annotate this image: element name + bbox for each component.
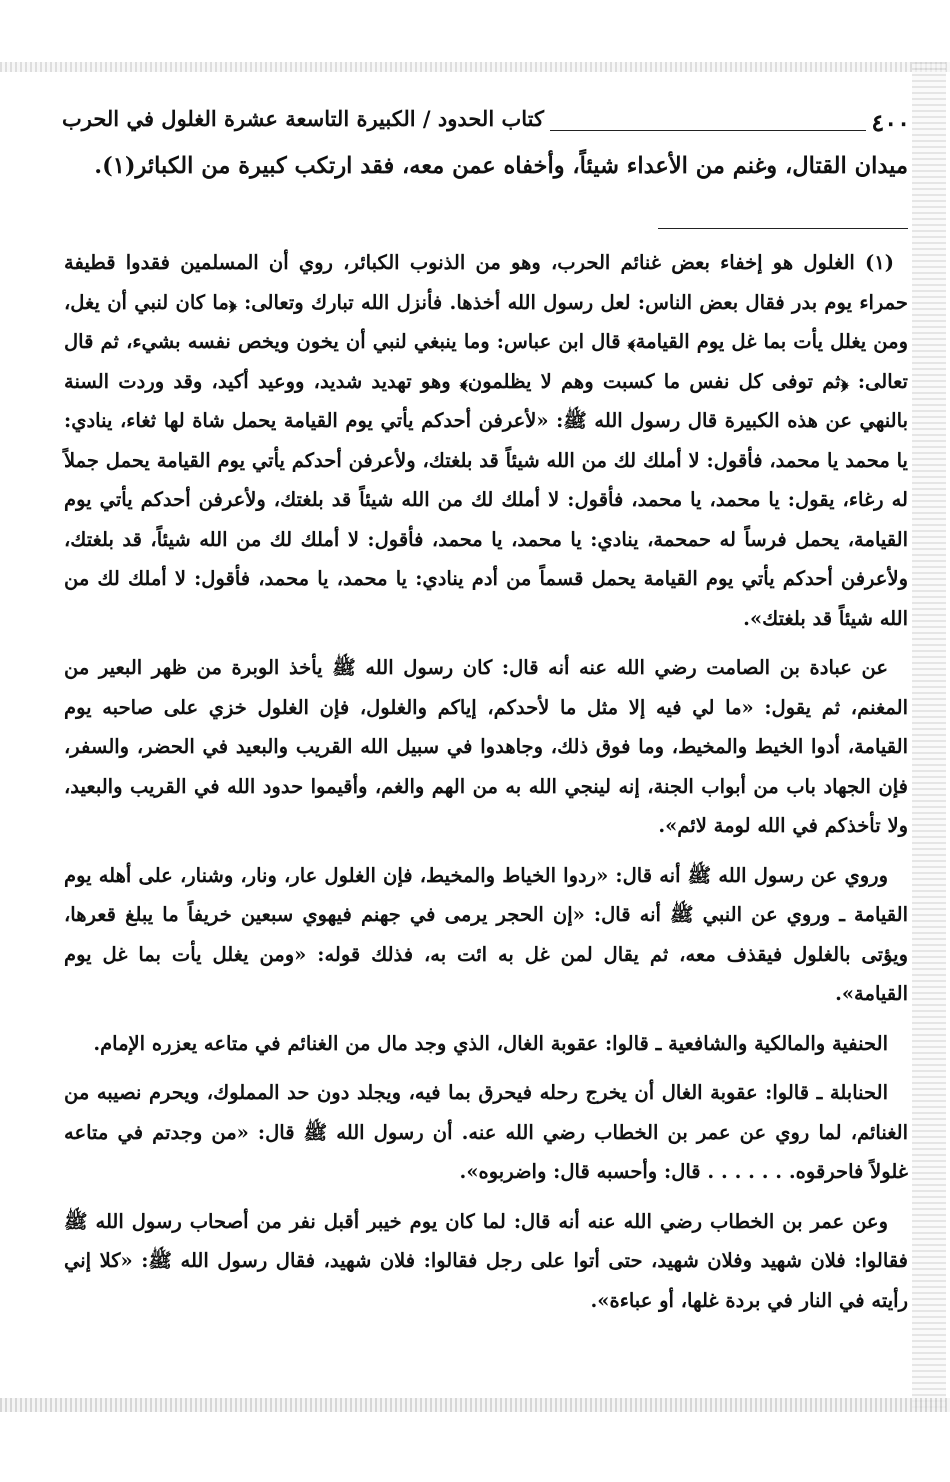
- page-header: [62, 104, 910, 144]
- footnote-paragraph: (١) الغلول هو إخفاء بعض غنائم الحرب، وهو من الذنوب الكبائر، روي أن المسلمين فقدوا قطيفة حمراء يوم بدر فقال بعض الناس: لعل رسول الله أخذها. فأنزل الله تبارك وتعالى: ﴿ما كان لنبي أن يغل، ومن يغلل يأت بما غل يوم القيامة﴾ قال ابن عباس: وما ينبغي لنبي أن يخون ويخص نفسه بشيء، ثم قال تعالى: ﴿ثم توفى كل نفس ما كسبت وهم لا يظلمون﴾ وهو تهديد شديد، ووعيد أكيد، وقد وردت السنة بالنهي عن هذه الكبيرة قال رسول الله ﷺ: «لأعرفن أحدكم يأتي يوم القيامة يحمل شاة لها ثغاء، ينادي: يا محمد يا محمد، فأقول: لا أملك لك من الله شيئاً قد بلغتك، ولأعرفن أحدكم يأتي يوم القيامة يحمل جملاً له رغاء، يقول: يا محمد، يا محمد، فأقول: لا أملك لك من الله شيئاً قد بلغتك، ولأعرفن أحدكم يأتي يوم القيامة، يحمل فرساً له حمحمة، ينادي: يا محمد، يا محمد، فأقول: لا أملك لك من الله شيئاً، قد بلغتك، ولأعرفن أحدكم يأتي يوم القيامة يحمل قسماً من أدم ينادي: يا محمد، يا محمد، فأقول: لا أملك لك من الله شيئاً قد بلغتك».: [64, 251, 908, 630]
- scan-border-bottom: [0, 1398, 950, 1412]
- footnote-paragraph: وروي عن رسول الله ﷺ أنه قال: «ردوا الخياط والمخيط، فإن الغلول عار، ونار، وشنار، على أهله يوم القيامة ـ وروي عن النبي ﷺ أنه قال: «إن الحجر يرمى في جهنم فيهوي سبعين خريفاً ما يبلغ قعرها، ويؤتى بالغلول فيقذف معه، ثم يقال لمن غل به ائت به، فذلك قوله: «ومن يغلل يأت بما غل يوم القيامة».: [64, 863, 908, 1005]
- footnote-paragraph: الحنابلة ـ قالوا: عقوبة الغال أن يخرج رحله فيحرق بما فيه، ويجلد دون حد المملوك، ويحرم نصيبه من الغنائم، لما روي عن عمر بن الخطاب رضي الله عنه. أن رسول الله ﷺ قال: «من وجدتم في متاعه غلولاً فاحرقوه. . . . . . . قال: وأحسبه قال: واضربوه».: [64, 1081, 908, 1183]
- scan-border-top: [0, 62, 950, 72]
- footnote: [64, 243, 908, 1320]
- footnote-rule: [658, 228, 908, 229]
- footnote-paragraph: وعن عمر بن الخطاب رضي الله عنه أنه قال: لما كان يوم خيبر أقبل نفر من أصحاب رسول الله ﷺ فقالوا: فلان شهيد وفلان شهيد، حتى أتوا على رجل فقالوا: فلان شهيد، فقال رسول الله ﷺ: «كلا إني رأيته في النار في بردة غلها، أو عباءة».: [64, 1209, 908, 1312]
- main-text: ميدان القتال، وغنم من الأعداء شيئاً، وأخفاه عمن معه، فقد ارتكب كبيرة من الكبائر(١).: [94, 153, 908, 179]
- page-number: ٤٠٠: [871, 108, 910, 137]
- header-rule: [550, 130, 866, 131]
- scan-border-right: [912, 62, 946, 1412]
- footnote-paragraph: عن عبادة بن الصامت رضي الله عنه أنه قال: كان رسول الله ﷺ يأخذ الوبرة من ظهر البعير من المغنم، ثم يقول: «ما لي فيه إلا مثل ما لأحدكم، إياكم والغلول، فإن الغلول خزي على صاحبه يوم القيامة، أدوا الخيط والمخيط، وما فوق ذلك، وجاهدوا في سبيل الله القريب والبعيد في الحضر، والسفر، فإن الجهاد باب من أبواب الجنة، إنه لينجي الله به من الهم والغم، وأقيموا حدود الله في القريب والبعيد، ولا تأخذكم في الله لومة لائم».: [64, 656, 908, 837]
- footnote-paragraph: الحنفية والمالكية والشافعية ـ قالوا: عقوبة الغال، الذي وجد مال من الغنائم في متاعه يعزره الإمام.: [93, 1031, 888, 1055]
- page-content: [64, 146, 908, 1330]
- running-title: كتاب الحدود / الكبيرة التاسعة عشرة الغلول في الحرب: [62, 106, 544, 131]
